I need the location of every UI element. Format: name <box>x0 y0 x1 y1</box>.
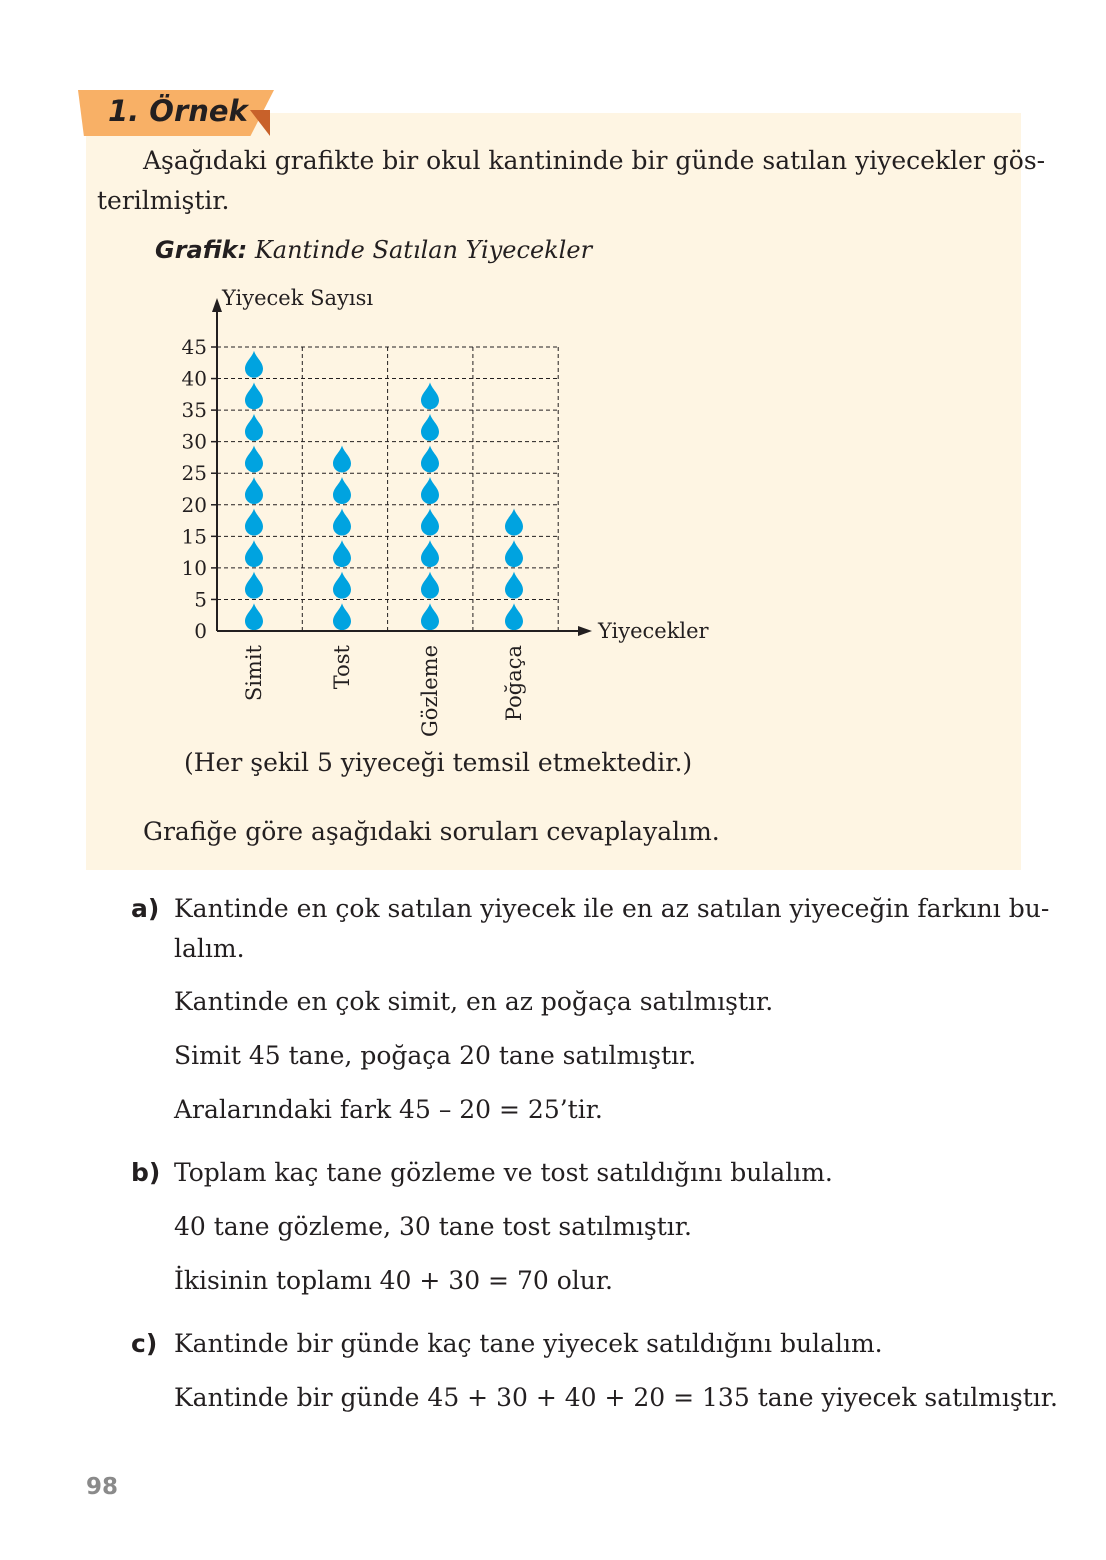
y-tick-label: 20 <box>181 492 207 517</box>
y-tick-label: 35 <box>181 398 207 423</box>
prompt-text: Grafiğe göre aşağıdaki soruları cevaplayalım. <box>143 817 720 846</box>
answer-a: Simit 45 tane, poğaça 20 tane satılmıştır. <box>174 1041 697 1070</box>
water-drop-icon <box>245 477 263 504</box>
y-tick-label: 30 <box>181 429 207 454</box>
water-drop-icon <box>333 509 351 536</box>
question-b-text: Toplam kaç tane gözleme ve tost satıldığını bulalım. <box>174 1158 833 1187</box>
y-tick-label: 0 <box>194 619 207 643</box>
water-drop-icon <box>421 382 439 409</box>
page-number: 98 <box>86 1474 119 1500</box>
category-label: Simit <box>242 645 266 702</box>
water-drop-icon <box>505 603 523 630</box>
question-a-label: a) <box>131 894 160 923</box>
y-tick-label: 10 <box>181 555 207 580</box>
water-drop-icon <box>245 540 263 567</box>
water-drop-icon <box>333 572 351 599</box>
y-axis-label: Yiyecek Sayısı <box>222 286 374 310</box>
water-drop-icon <box>421 572 439 599</box>
y-tick-label: 5 <box>194 587 207 612</box>
pictograph-chart <box>0 0 1106 760</box>
y-tick-label: 15 <box>181 524 207 549</box>
water-drop-icon <box>245 445 263 472</box>
water-drop-icon <box>421 540 439 567</box>
question-c-label: c) <box>131 1329 158 1358</box>
answer-a: Kantinde en çok simit, en az poğaça satılmıştır. <box>174 987 774 1016</box>
y-tick-label: 40 <box>181 366 207 391</box>
answer-b: 40 tane gözleme, 30 tane tost satılmıştır. <box>174 1212 692 1241</box>
y-tick-label: 45 <box>181 335 207 359</box>
category-label: Tost <box>330 645 354 690</box>
answer-b: İkisinin toplamı 40 + 30 = 70 olur. <box>174 1266 614 1295</box>
question-b-label: b) <box>131 1158 161 1187</box>
water-drop-icon <box>505 509 523 536</box>
question-a-text: Kantinde en çok satılan yiyecek ile en az satılan yiyeceğin farkını bu- <box>174 894 1050 923</box>
answer-a: Aralarındaki fark 45 – 20 = 25’tir. <box>174 1095 603 1124</box>
y-axis-arrow <box>212 298 222 312</box>
water-drop-icon <box>505 540 523 567</box>
water-drop-icon <box>421 477 439 504</box>
intro-text: Aşağıdaki grafikte bir okul kantininde bir günde satılan yiyecekler gös- <box>143 146 1046 175</box>
x-axis-label: Yiyecekler <box>598 619 709 643</box>
question-a-text: lalım. <box>174 934 245 963</box>
example-title: 1. Örnek <box>108 94 248 128</box>
legend-note: (Her şekil 5 yiyeceği temsil etmektedir.) <box>184 748 693 777</box>
water-drop-icon <box>333 540 351 567</box>
answer-c: Kantinde bir günde 45 + 30 + 40 + 20 = 135 tane yiyecek satılmıştır. <box>174 1383 1058 1412</box>
water-drop-icon <box>245 509 263 536</box>
water-drop-icon <box>421 603 439 630</box>
water-drop-icon <box>333 445 351 472</box>
x-axis-arrow <box>578 626 592 636</box>
question-c-text: Kantinde bir günde kaç tane yiyecek satıldığını bulalım. <box>174 1329 883 1358</box>
water-drop-icon <box>245 382 263 409</box>
water-drop-icon <box>333 477 351 504</box>
water-drop-icon <box>505 572 523 599</box>
category-label: Gözleme <box>418 645 442 737</box>
water-drop-icon <box>245 603 263 630</box>
water-drop-icon <box>421 445 439 472</box>
y-tick-label: 25 <box>181 461 207 486</box>
water-drop-icon <box>421 509 439 536</box>
water-drop-icon <box>245 414 263 441</box>
water-drop-icon <box>421 414 439 441</box>
water-drop-icon <box>245 572 263 599</box>
category-label: Poğaça <box>502 645 526 722</box>
caption-title: Kantinde Satılan Yiyecekler <box>254 236 593 264</box>
intro-text: terilmiştir. <box>97 186 230 215</box>
water-drop-icon <box>333 603 351 630</box>
water-drop-icon <box>245 351 263 378</box>
caption-label: Grafik: <box>155 236 248 264</box>
